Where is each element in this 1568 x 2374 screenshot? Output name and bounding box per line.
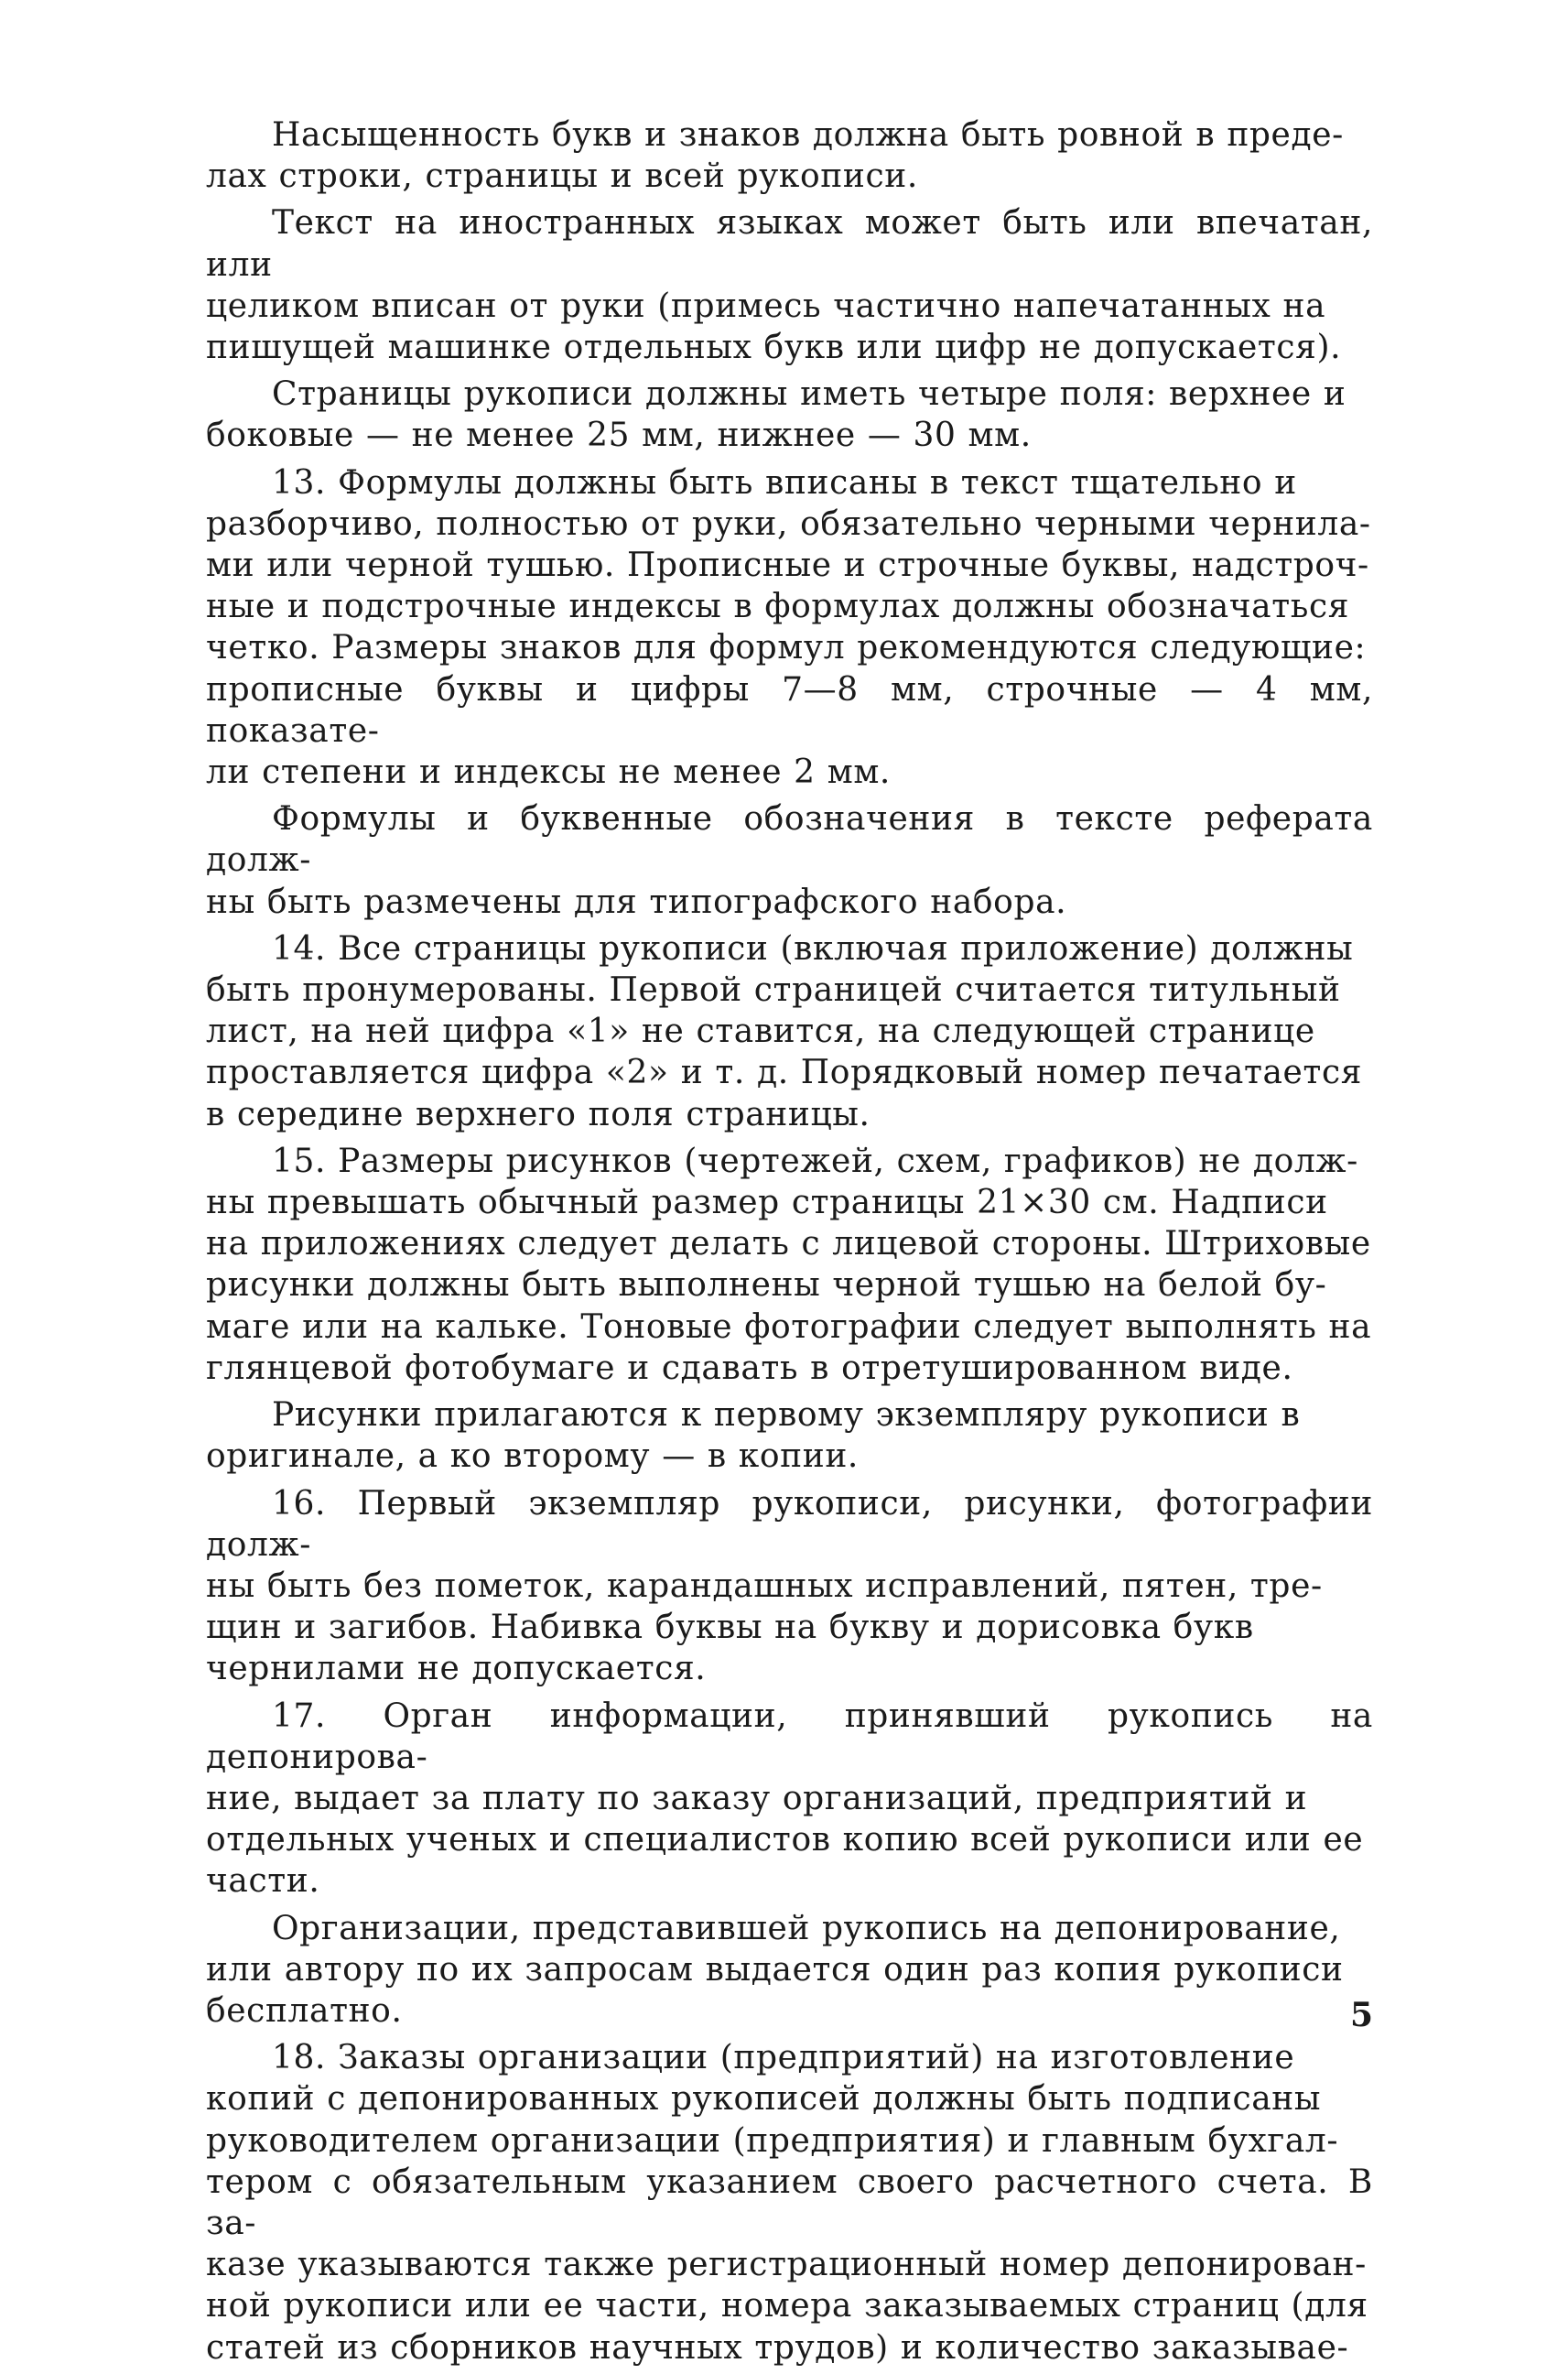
paragraph-page-margins: Страницы рукописи должны иметь четыре поля: верхнее и боковые — не менее 25 мм, нижнее — 30 мм. <box>206 375 1346 455</box>
paragraph-17-information-body: 17. Орган информации, принявший рукопись на депонирова- ние, выдает за плату по заказу организаций, предприятий и отдельных ученых и специалистов копию всей рукописи или ее части. <box>206 1696 1373 1901</box>
paragraph-figures-attachment: Рисунки прилагаются к первому экземпляру рукописи в оригинале, а ко второму — в копии. <box>206 1396 1301 1476</box>
paragraph-free-copy: Организации, представившей рукопись на депонирование, или автору по их запросам выдается один раз копия рукописи бесплатно. <box>206 1909 1344 2030</box>
paragraph-foreign-text: Текст на иностранных языках может быть или впечатан, или целиком вписан от руки (примесь частично напечатанных на пишущей машинке отдельных букв или цифр не допускается). <box>206 204 1373 367</box>
paragraph-13-formulas: 13. Формулы должны быть вписаны в текст тщательно и разборчиво, полностью от руки, обязательно черными чернила- ми или черной тушью. Прописные и строчные буквы, надстроч- ные и подстрочные индексы в формулах должны обозначаться четко. Размеры знаков для формул рекомендуются следующие: прописные буквы и цифры 7—8 мм, строчные — 4 мм, показате- ли степени и индексы не менее 2 мм. <box>206 463 1373 792</box>
page-number: 5 <box>1349 1996 1373 2034</box>
paragraph-text-evenness: Насыщенность букв и знаков должна быть ровной в преде- лах строки, страницы и всей рукописи. <box>206 116 1344 196</box>
paragraph-15-figures: 15. Размеры рисунков (чертежей, схем, графиков) не долж- ны превышать обычный размер страницы 21×30 см. Надписи на приложениях следует делать с лицевой стороны. Штриховые рисунки должны быть выполнены черной тушью на белой бу- маге или на кальке. Тоновые фотографии следует выполнять на глянцевой фотобумаге и сдавать в отретушированном виде. <box>206 1142 1372 1387</box>
paragraph-16-first-copy: 16. Первый экземпляр рукописи, рисунки, фотографии долж- ны быть без пометок, карандашных исправлений, пятен, тре- щин и загибов. Набивка буквы на букву и дорисовка букв чернилами не допускается. <box>206 1484 1373 1688</box>
paragraph-18-orders: 18. Заказы организации (предприятий) на изготовление копий с депонированных рукописей должны быть подписаны руководителем организации (предприятия) и главным бухгал- тером с обязательным указанием своего расчетного счета. В за- казе указываются также регистрационный номер депонирован- ной рукописи или ее части, номера заказываемых страниц (для статей из сборников научных трудов) и количество заказывае- <box>206 2039 1373 2367</box>
paragraph-14-page-numbering: 14. Все страницы рукописи (включая приложение) должны быть пронумерованы. Первой страницей считается титульный лист, на ней цифра «1» не ставится, на следующей странице проставляется цифра «2» и т. д. Порядковый номер печатается в середине верхнего поля страницы. <box>206 929 1363 1133</box>
paragraph-formula-markup: Формулы и буквенные обозначения в тексте реферата долж- ны быть размечены для типографского набора. <box>206 800 1373 921</box>
body-text <box>206 114 1373 2374</box>
